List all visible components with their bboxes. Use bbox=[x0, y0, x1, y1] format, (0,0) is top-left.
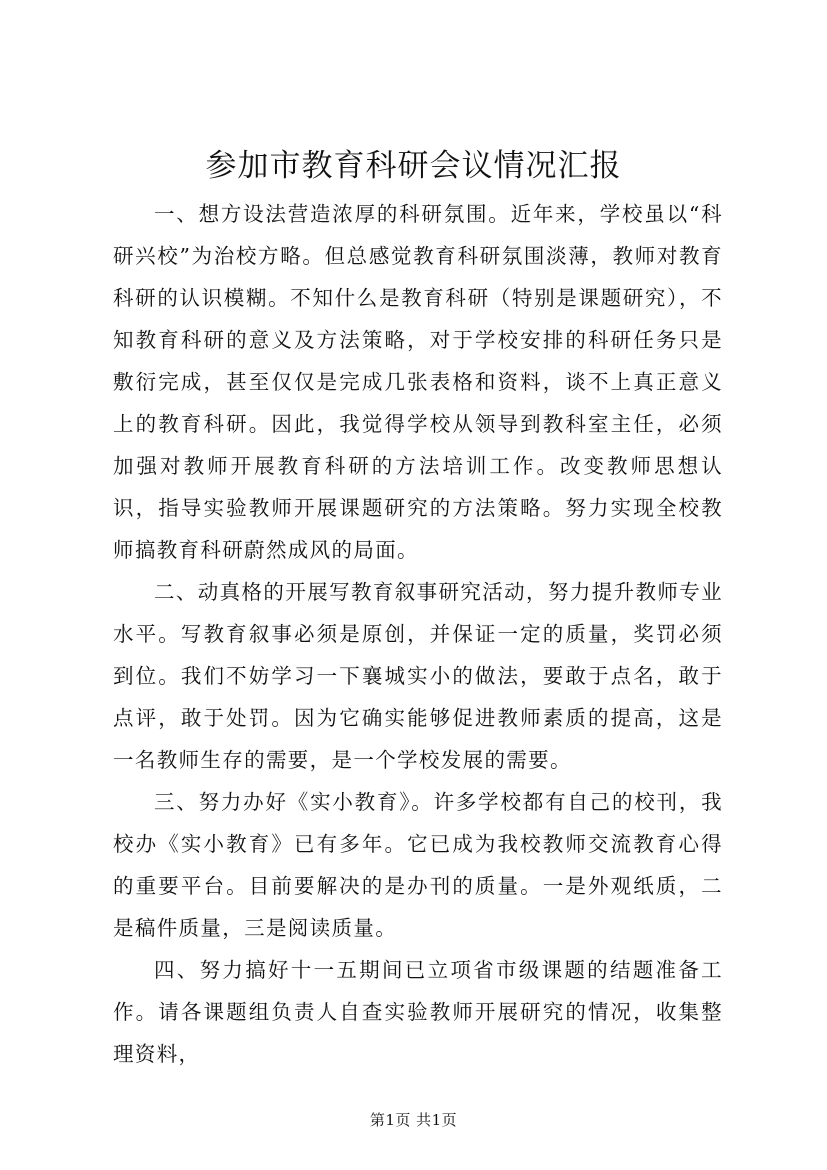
paragraph-3: 三、努力办好《实小教育》。许多学校都有自己的校刊，我校办《实小教育》已有多年。它已成为我校教师交流教育心得的重要平台。目前要解决的是办刊的质量。一是外观纸质，二是稿件质量，三是阅读质量。 bbox=[113, 790, 723, 940]
document-title: 参加市教育科研会议情况汇报 bbox=[205, 148, 622, 184]
document-body bbox=[113, 193, 723, 1075]
paragraph-1: 一、想方设法营造浓厚的科研氛围。近年来，学校虽以“科研兴校”为治校方略。但总感觉教育科研氛围淡薄，教师对教育科研的认识模糊。不知什么是教育科研（特别是课题研究），不知教育科研的意义及方法策略，对于学校安排的科研任务只是敷衍完成，甚至仅仅是完成几张表格和资料，谈不上真正意义上的教育科研。因此，我觉得学校从领导到教科室主任，必须加强对教师开展教育科研的方法培训工作。改变教师思想认识，指导实验教师开展课题研究的方法策略。努力实现全校教师搞教育科研蔚然成风的局面。 bbox=[113, 202, 723, 562]
page-number-footer: 第1页 共1页 bbox=[369, 1111, 458, 1129]
paragraph-2: 二、动真格的开展写教育叙事研究活动，努力提升教师专业水平。写教育叙事必须是原创，并保证一定的质量，奖罚必须到位。我们不妨学习一下襄城实小的做法，要敢于点名，敢于点评，敢于处罚。因为它确实能够促进教师素质的提高，这是一名教师生存的需要，是一个学校发展的需要。 bbox=[113, 580, 723, 772]
paragraph-4: 四、努力搞好十一五期间已立项省市级课题的结题准备工作。请各课题组负责人自查实验教师开展研究的情况，收集整理资料， bbox=[113, 958, 723, 1066]
